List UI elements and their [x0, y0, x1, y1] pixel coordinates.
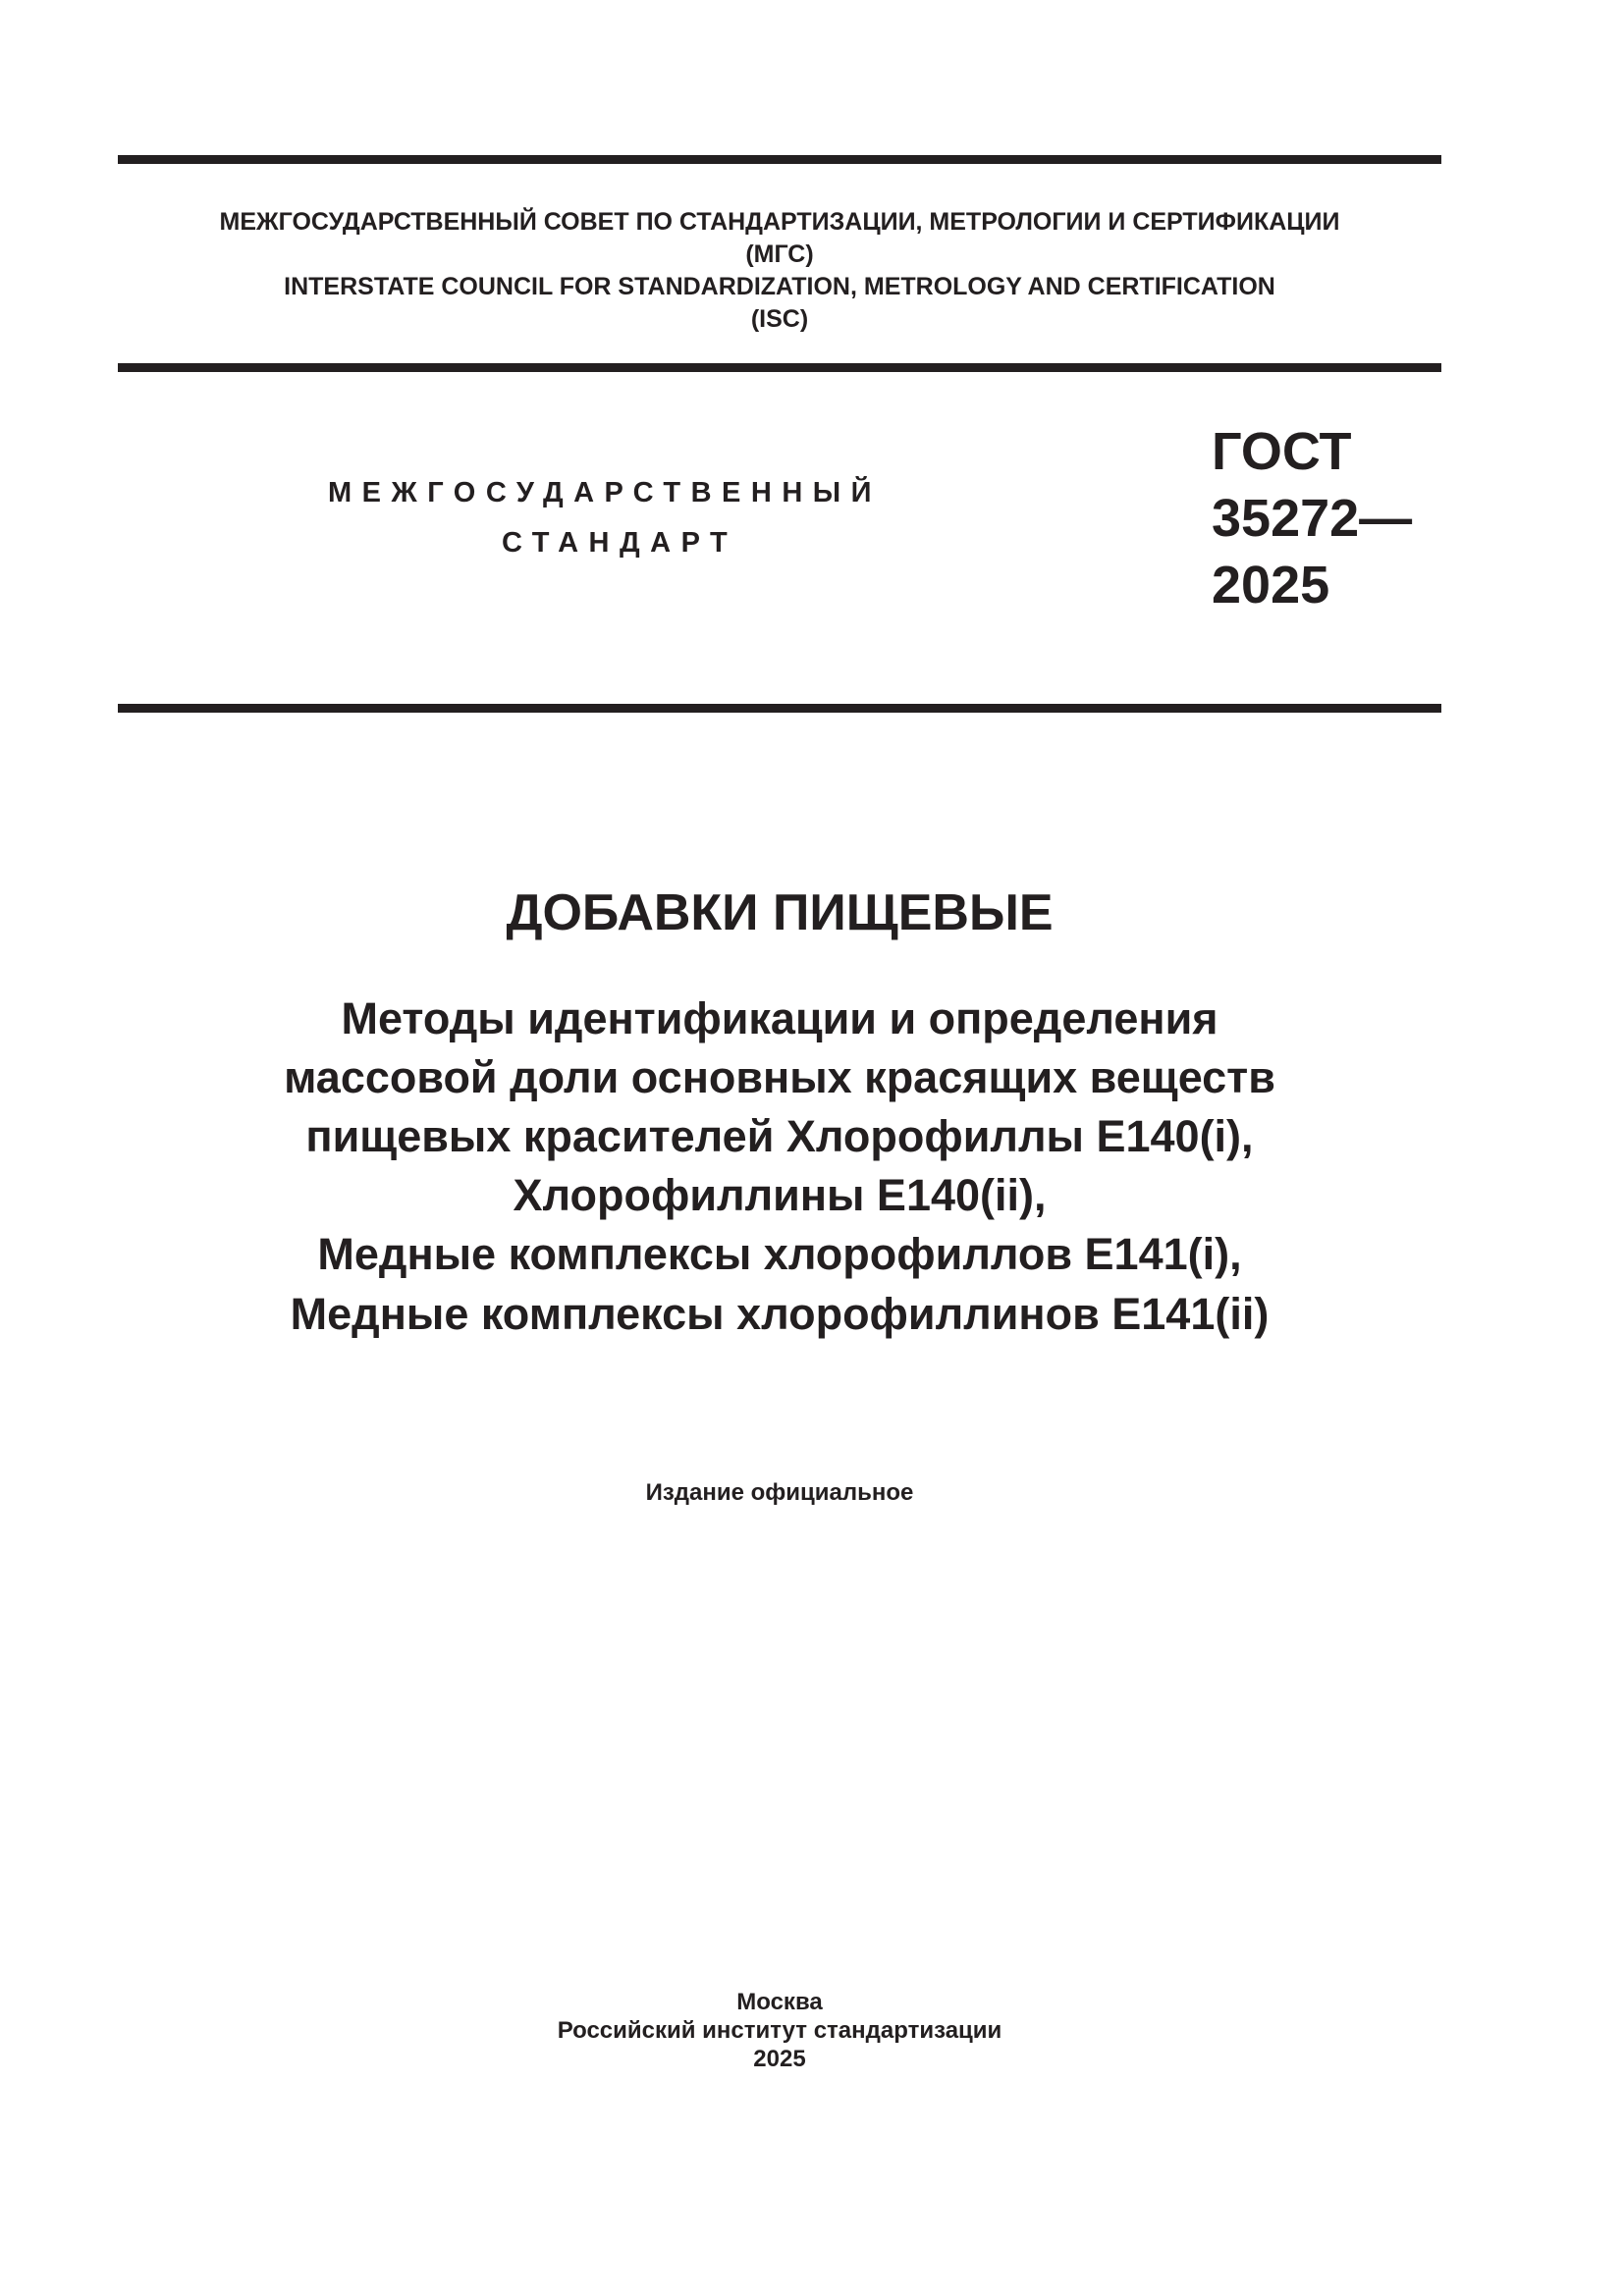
subtitle-line: пищевых красителей Хлорофиллы Е140(i), — [305, 1111, 1254, 1161]
edition-note: Издание официальное — [645, 1479, 914, 1506]
subtitle-line: Методы идентификации и определения — [341, 993, 1218, 1043]
top-rule — [118, 155, 1441, 164]
subtitle-line: Хлорофиллины Е140(ii), — [513, 1170, 1047, 1220]
standard-type-line1: МЕЖГОСУДАРСТВЕННЫЙ — [328, 477, 883, 508]
subtitle-line: Медные комплексы хлорофиллов Е141(i), — [317, 1229, 1242, 1279]
gost-number: 35272— — [1212, 489, 1413, 548]
document-title: ДОБАВКИ ПИЩЕВЫЕ — [506, 884, 1054, 941]
council-abbr-ru: (МГС) — [745, 240, 814, 268]
council-name-ru: МЕЖГОСУДАРСТВЕННЫЙ СОВЕТ ПО СТАНДАРТИЗАЦИИ, МЕТРОЛОГИИ И СЕРТИФИКАЦИИ — [219, 208, 1340, 236]
gost-year: 2025 — [1212, 556, 1330, 614]
standard-type-line2: СТАНДАРТ — [502, 527, 738, 559]
header-rule — [118, 363, 1441, 372]
footer-year: 2025 — [753, 2046, 806, 2072]
subtitle-line: Медные комплексы хлорофиллинов Е141(ii) — [290, 1289, 1270, 1339]
footer-city: Москва — [736, 1989, 823, 2015]
council-abbr-en: (ISC) — [750, 305, 809, 333]
gost-label: ГОСТ — [1212, 422, 1352, 481]
council-name-en: INTERSTATE COUNCIL FOR STANDARDIZATION, METROLOGY AND CERTIFICATION — [284, 273, 1275, 300]
footer-publisher: Российский институт стандартизации — [557, 2017, 1002, 2044]
subtitle-line: массовой доли основных красящих веществ — [284, 1052, 1275, 1102]
designation-rule — [118, 704, 1441, 713]
